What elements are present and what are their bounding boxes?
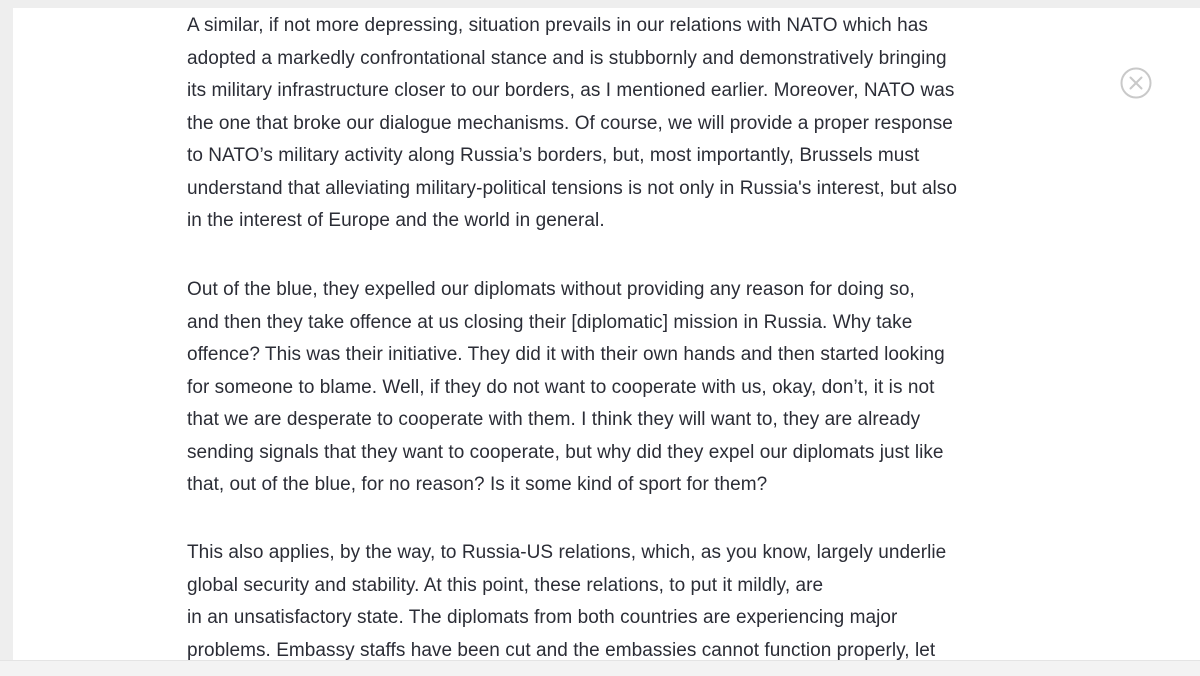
text-line: and then they take offence at us closing their [diplomatic] mission in Russia. Why take [187, 311, 913, 333]
article-panel [13, 8, 1200, 660]
text-line: problems. Embassy staffs have been cut and the embassies cannot function properly, let [187, 639, 936, 660]
text-line: understand that alleviating military-political tensions is not only in Russia's interest, but also [187, 177, 957, 199]
text-line: adopted a markedly confrontational stance and is stubbornly and demonstratively bringing [187, 47, 947, 69]
text-line: that we are desperate to cooperate with them. I think they will want to, they are already [187, 409, 921, 430]
text-line: its military infrastructure closer to our borders, as I mentioned earlier. Moreover, NATO was [187, 80, 955, 101]
bottom-bar [0, 660, 1200, 676]
text-line: sending signals that they want to cooperate, but why did they expel our diplomats just like [187, 441, 944, 463]
article-paragraph [187, 10, 957, 238]
text-line: for someone to blame. Well, if they do not want to cooperate with us, okay, don’t, it is not [187, 376, 935, 398]
text-line: Out of the blue, they expelled our diplomats without providing any reason for doing so, [187, 279, 915, 300]
text-line: A similar, if not more depressing, situation prevails in our relations with NATO which has [187, 15, 928, 36]
close-button[interactable] [1120, 67, 1152, 99]
text-line: that, out of the blue, for no reason? Is it some kind of sport for them? [187, 474, 768, 495]
text-line: the one that broke our dialogue mechanisms. Of course, we will provide a proper response [187, 112, 953, 134]
text-line: in an unsatisfactory state. The diplomats from both countries are experiencing major [187, 607, 898, 628]
close-icon [1120, 67, 1152, 99]
text-line: global security and stability. At this point, these relations, to put it mildly, are [187, 574, 824, 596]
text-line: to NATO’s military activity along Russia’s borders, but, most importantly, Brussels must [187, 145, 920, 166]
article-paragraph [187, 537, 946, 660]
text-line: offence? This was their initiative. They did it with their own hands and then started looking [187, 344, 945, 365]
text-line: in the interest of Europe and the world in general. [187, 210, 605, 231]
text-line: This also applies, by the way, to Russia-US relations, which, as you know, largely underlie [187, 542, 947, 563]
article-paragraph [187, 274, 945, 502]
